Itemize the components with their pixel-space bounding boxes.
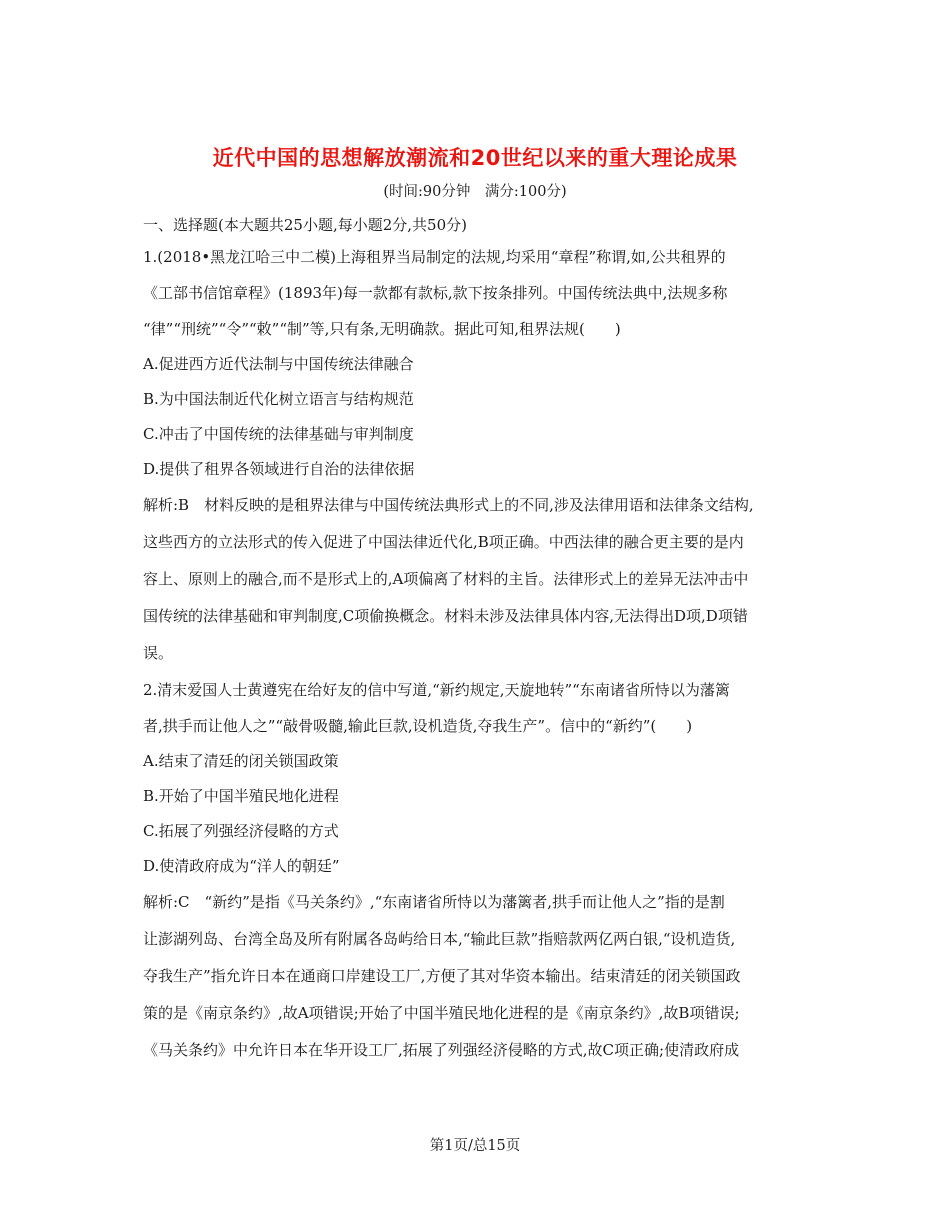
- analysis-line: 夺我生产”指允许日本在通商口岸建设工厂,方便了其对华资本输出。结束清廷的闭关锁国政: [143, 967, 741, 985]
- analysis: [143, 884, 821, 1069]
- answer-options: [143, 347, 821, 487]
- document-body: [143, 212, 821, 1069]
- analysis-line: 这些西方的立法形式的传入促进了中国法律近代化,B项正确。中西法律的融合更主要的是内: [143, 533, 744, 551]
- option-c: C.拓展了列强经济侵略的方式: [143, 822, 339, 840]
- option-b: B.为中国法制近代化树立语言与结构规范: [143, 390, 414, 408]
- option-c: C.冲击了中国传统的法律基础与审判制度: [143, 425, 414, 443]
- stem-line: “律”“刑统”“令”“敕”“制”等,只有条,无明确款。据此可知,租界法规( ): [143, 320, 621, 338]
- analysis-line: 容上、原则上的融合,而不是形式上的,A项偏离了材料的主旨。法律形式上的差异无法冲击中: [143, 570, 749, 588]
- analysis-line: 策的是《南京条约》,故A项错误;开始了中国半殖民地化进程的是《南京条约》,故B项错误;: [143, 1004, 740, 1022]
- analysis: [143, 487, 821, 672]
- page-number: 第1页/总15页: [429, 1138, 521, 1154]
- stem-line: 1.(2018•黑龙江哈三中二模)上海租界当局制定的法规,均采用“章程”称谓,如,公共租界的: [143, 248, 726, 266]
- section-heading: 一、选择题(本大题共25小题,每小题2分,共50分): [143, 216, 467, 234]
- option-d: D.提供了租界各领域进行自治的法律依据: [143, 460, 415, 478]
- analysis-line: 国传统的法律基础和审判制度,C项偷换概念。材料未涉及法律具体内容,无法得出D项,D项错: [143, 607, 748, 625]
- stem-line: 《工部书信馆章程》(1893年)每一款都有款标,款下按条排列。中国传统法典中,法规多称: [143, 284, 728, 302]
- option-b: B.开始了中国半殖民地化进程: [143, 787, 339, 805]
- option-a: A.促进西方近代法制与中国传统法律融合: [143, 355, 414, 373]
- analysis-line: 让澎湖列岛、台湾全岛及所有附属各岛屿给日本,“输此巨款”指赔款两亿两白银,“设机造货,: [143, 930, 736, 948]
- exam-info: (时间:90分钟 满分:100分): [383, 184, 567, 200]
- stem-line: 者,拱手而让他人之”“敲骨吸髓,输此巨款,设机造货,夺我生产”。信中的“新约”( ): [143, 717, 693, 735]
- analysis-line: 误。: [143, 644, 174, 662]
- question-stem: [143, 672, 821, 744]
- option-a: A.结束了清廷的闭关锁国政策: [143, 752, 339, 770]
- question-1: [143, 239, 821, 672]
- answer-options: [143, 744, 821, 884]
- stem-line: 2.清末爱国人士黄遵宪在给好友的信中写道,“新约规定,天旋地转”“东南诸省所恃以为藩篱: [143, 681, 730, 699]
- option-d: D.使清政府成为“洋人的朝廷”: [143, 857, 340, 875]
- question-stem: [143, 239, 821, 347]
- question-2: [143, 672, 821, 1069]
- analysis-line: 解析:C “新约”是指《马关条约》,“东南诸省所恃以为藩篱者,拱手而让他人之”指的是割: [143, 893, 725, 911]
- document-title: 近代中国的思想解放潮流和20世纪以来的重大理论成果: [212, 146, 738, 170]
- analysis-line: 《马关条约》中允许日本在华开设工厂,拓展了列强经济侵略的方式,故C项正确;使清政府成: [143, 1041, 740, 1059]
- analysis-line: 解析:B 材料反映的是租界法律与中国传统法典形式上的不同,涉及法律用语和法律条文结构,: [143, 496, 754, 514]
